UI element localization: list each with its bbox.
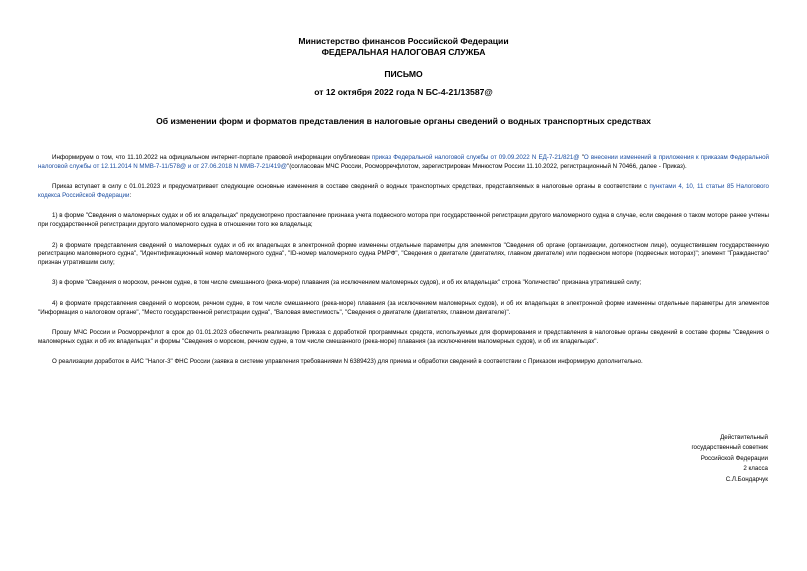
document-header xyxy=(0,36,807,57)
paragraph-1-text-a: Информируем о том, что 11.10.2022 на официальном интернет-портале правовой информации опубликован xyxy=(52,154,372,161)
paragraph-2 xyxy=(38,183,769,200)
signature-title-4: 2 класса xyxy=(743,465,768,473)
paragraph-1-text-b: " xyxy=(579,154,584,161)
signature-title-2: государственный советник xyxy=(691,444,768,452)
document-body xyxy=(38,154,769,379)
amendments-link[interactable]: О внесении изменений в приложения к приказам Федеральной налоговой службы от 12.11.2014 N ММВ-7-11/578@ и от 27.06.2018 N ММВ-7-21/419@ xyxy=(38,154,769,170)
ministry-name: Министерство финансов Российской Федерации xyxy=(298,36,509,46)
signatory-name: С.Л.Бондарчук xyxy=(725,475,768,483)
paragraph-7: Прошу МЧС России и Росморречфлот в срок до 01.01.2023 обеспечить реализацию Приказа с доработкой программных средств, используемых для формирования и представления в налоговые органы сведений в составе формы "Сведения о маломерных судах и об их владельцах" и формы "Сведения о морском, речном судне, в том числе смешанного (река-море) плавания (за исключением маломерных судов), и об их владельцах". xyxy=(38,329,769,345)
order-link[interactable]: приказ Федеральной налоговой службы от 09.09.2022 N ЕД-7-21/821@ xyxy=(371,154,580,161)
signature-block xyxy=(620,433,768,485)
signature-title-3: Российской Федерации xyxy=(700,454,768,462)
service-name: ФЕДЕРАЛЬНАЯ НАЛОГОВАЯ СЛУЖБА xyxy=(321,46,486,57)
paragraph-3: 1) в форме "Сведения о маломерных судах и об их владельцах" предусмотрено проставление признака учета подвесного мотора при государственной регистрации другого маломерного судна в случае, если сведения о таком моторе ранее учтены при государственной регистрации другого маломерного судна в отношении того же владельца; xyxy=(38,212,769,228)
document-type: ПИСЬМО xyxy=(384,69,423,79)
document-title: Об изменении форм и форматов представления в налоговые органы сведений о водных транспортных средствах xyxy=(156,116,651,126)
paragraph-2-text-b: : xyxy=(129,191,132,199)
document-date-number: от 12 октября 2022 года N БС-4-21/13587@ xyxy=(314,87,493,97)
paragraph-8: О реализации доработок в АИС "Налог-3" ФНС России (заявка в системе управления требованиями N 6389423) для приема и обработки сведений в соответствии с Приказом информирую дополнительно. xyxy=(52,358,643,366)
paragraph-2-text-a: Приказ вступает в силу с 01.01.2023 и предусматривает следующие основные изменения в составе сведений о водных транспортных средствах, представляемых в налоговые органы в соответствии с xyxy=(52,183,650,191)
paragraph-4: 2) в формате представления сведений о маломерных судах и об их владельцах в электронной форме изменены отдельные параметры для элементов "Сведения об органе (организации, должностном лице), осуществившем государственную регистрацию маломерного судна", "Идентификационный номер маломерного судна", "ID-номер маломерного судна РМРФ", "Сведения о двигателе (двигателях, главном двигателе) или подвесном моторе (подвесных моторах)"; элемент "Гражданство" признан утратившим силу; xyxy=(38,241,769,266)
paragraph-1-text-c: "(согласован МЧС России, Росморречфлотом, зарегистрирован Минюстом России 11.10.2022, регистрационный N 70466, далее - Приказ). xyxy=(287,162,687,170)
paragraph-1 xyxy=(38,154,769,171)
tax-code-link[interactable]: пунктами 4, 10, 11 статьи 85 Налогового кодекса Российской Федерации xyxy=(38,183,769,199)
signature-title-1: Действительный xyxy=(720,434,768,441)
paragraph-5: 3) в форме "Сведения о морском, речном судне, в том числе смешанного (река-море) плавания (за исключением маломерных судов), и об их владельцах" строка "Количество" признана утратившей силу; xyxy=(52,279,642,287)
paragraph-6: 4) в формате представления сведений о морском, речном судне, в том числе смешанного (река-море) плавания (за исключением маломерных судов), и об их владельцах в электронной форме изменены отдельные параметры для элементов "Информация о налоговом органе", "Место государственной регистрации судна", "Валовая вместимость", "Сведения о двигателе (двигателях, главном двигателе)". xyxy=(38,299,769,316)
